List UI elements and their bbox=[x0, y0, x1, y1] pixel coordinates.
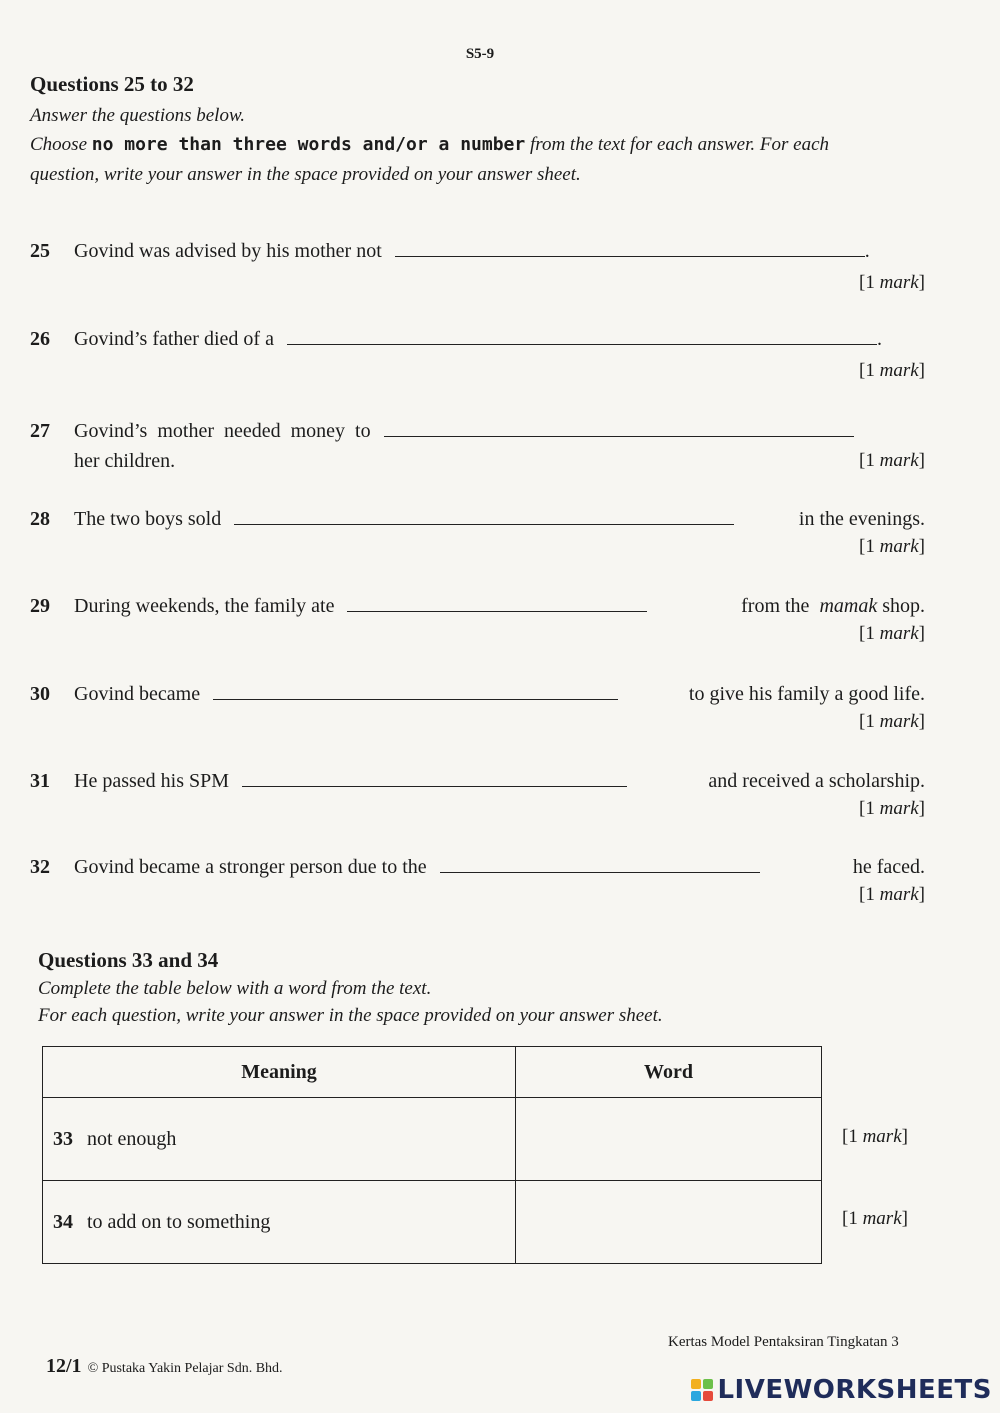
vocabulary-table bbox=[42, 1046, 822, 1264]
answer-line-30[interactable] bbox=[213, 698, 618, 700]
word-answer-cell-33[interactable] bbox=[516, 1098, 822, 1181]
instruction-write: question, write your answer in the space provided on your answer sheet. bbox=[30, 164, 581, 185]
table-row bbox=[43, 1098, 822, 1181]
liveworksheets-logo: LIVEWORKSHEETS bbox=[691, 1375, 992, 1405]
section-title-25-32: Questions 25 to 32 bbox=[30, 72, 194, 96]
answer-line-27[interactable] bbox=[384, 435, 854, 437]
answer-line-26[interactable] bbox=[287, 343, 877, 345]
mark-31: [1 mark] bbox=[859, 798, 925, 819]
header-word: Word bbox=[516, 1047, 822, 1098]
mark-28: [1 mark] bbox=[859, 536, 925, 557]
mark-27: [1 mark] bbox=[859, 450, 925, 471]
question-27: 27 Govind’s mother needed money to her children. [1 mark] bbox=[30, 420, 925, 472]
instruction-choose: Choose no more than three words and/or a number from the text for each answer. For each bbox=[30, 134, 830, 155]
question-26: 26 Govind’s father died of a . [1 mark] bbox=[30, 328, 925, 381]
answer-line-28[interactable] bbox=[234, 523, 734, 525]
word-answer-cell-34[interactable] bbox=[516, 1181, 822, 1264]
mark-26: [1 mark] bbox=[859, 360, 925, 381]
footer-copyright: 12/1 © Pustaka Yakin Pelajar Sdn. Bhd. bbox=[46, 1355, 283, 1377]
footer-paper-title: Kertas Model Pentaksiran Tingkatan 3 bbox=[668, 1334, 899, 1350]
question-31-tail: and received a scholarship. bbox=[708, 770, 925, 792]
instruction-complete-table: Complete the table below with a word from the text. bbox=[38, 978, 432, 999]
mark-29: [1 mark] bbox=[859, 623, 925, 644]
vocabulary-table-wrap bbox=[42, 1046, 822, 1264]
meaning-cell-33: 33 not enough bbox=[43, 1098, 516, 1181]
mark-30: [1 mark] bbox=[859, 711, 925, 732]
instruction-write-2: For each question, write your answer in the space provided on your answer sheet. bbox=[38, 1005, 663, 1026]
question-32: 32 Govind became a stronger person due to the he faced. [1 mark] bbox=[30, 856, 925, 905]
question-28: 28 The two boys sold in the evenings. [1 mark] bbox=[30, 508, 925, 557]
question-28-tail: in the evenings. bbox=[798, 508, 925, 530]
question-29: 29 During weekends, the family ate from the mamak shop. [1 mark] bbox=[30, 595, 925, 644]
table-row bbox=[43, 1181, 822, 1264]
meaning-cell-34: 34 to add on to something bbox=[43, 1181, 516, 1264]
liveworksheets-icon bbox=[691, 1379, 713, 1401]
answer-line-31[interactable] bbox=[242, 785, 627, 787]
mark-34: [1 mark] bbox=[842, 1208, 908, 1229]
section-title-33-34: Questions 33 and 34 bbox=[38, 948, 219, 972]
question-30-tail: to give his family a good life. bbox=[688, 683, 925, 705]
mark-25: [1 mark] bbox=[859, 272, 925, 293]
instruction-answer: Answer the questions below. bbox=[30, 105, 245, 126]
mark-33: [1 mark] bbox=[842, 1126, 908, 1147]
question-29-tail: from the mamak shop. bbox=[741, 595, 925, 617]
question-30: 30 Govind became to give his family a good life. [1 mark] bbox=[30, 683, 925, 732]
question-27-line2: her children. bbox=[74, 450, 176, 472]
header-meaning: Meaning bbox=[43, 1047, 516, 1098]
answer-line-32[interactable] bbox=[440, 871, 760, 873]
question-32-tail: he faced. bbox=[852, 856, 925, 878]
answer-line-29[interactable] bbox=[347, 610, 647, 612]
page-code: S5-9 bbox=[465, 46, 495, 62]
question-25: 25 Govind was advised by his mother not . [1 mark] bbox=[30, 240, 925, 293]
mark-32: [1 mark] bbox=[859, 884, 925, 905]
answer-line-25[interactable] bbox=[395, 255, 865, 257]
question-31: 31 He passed his SPM and received a scholarship. [1 mark] bbox=[30, 770, 925, 819]
